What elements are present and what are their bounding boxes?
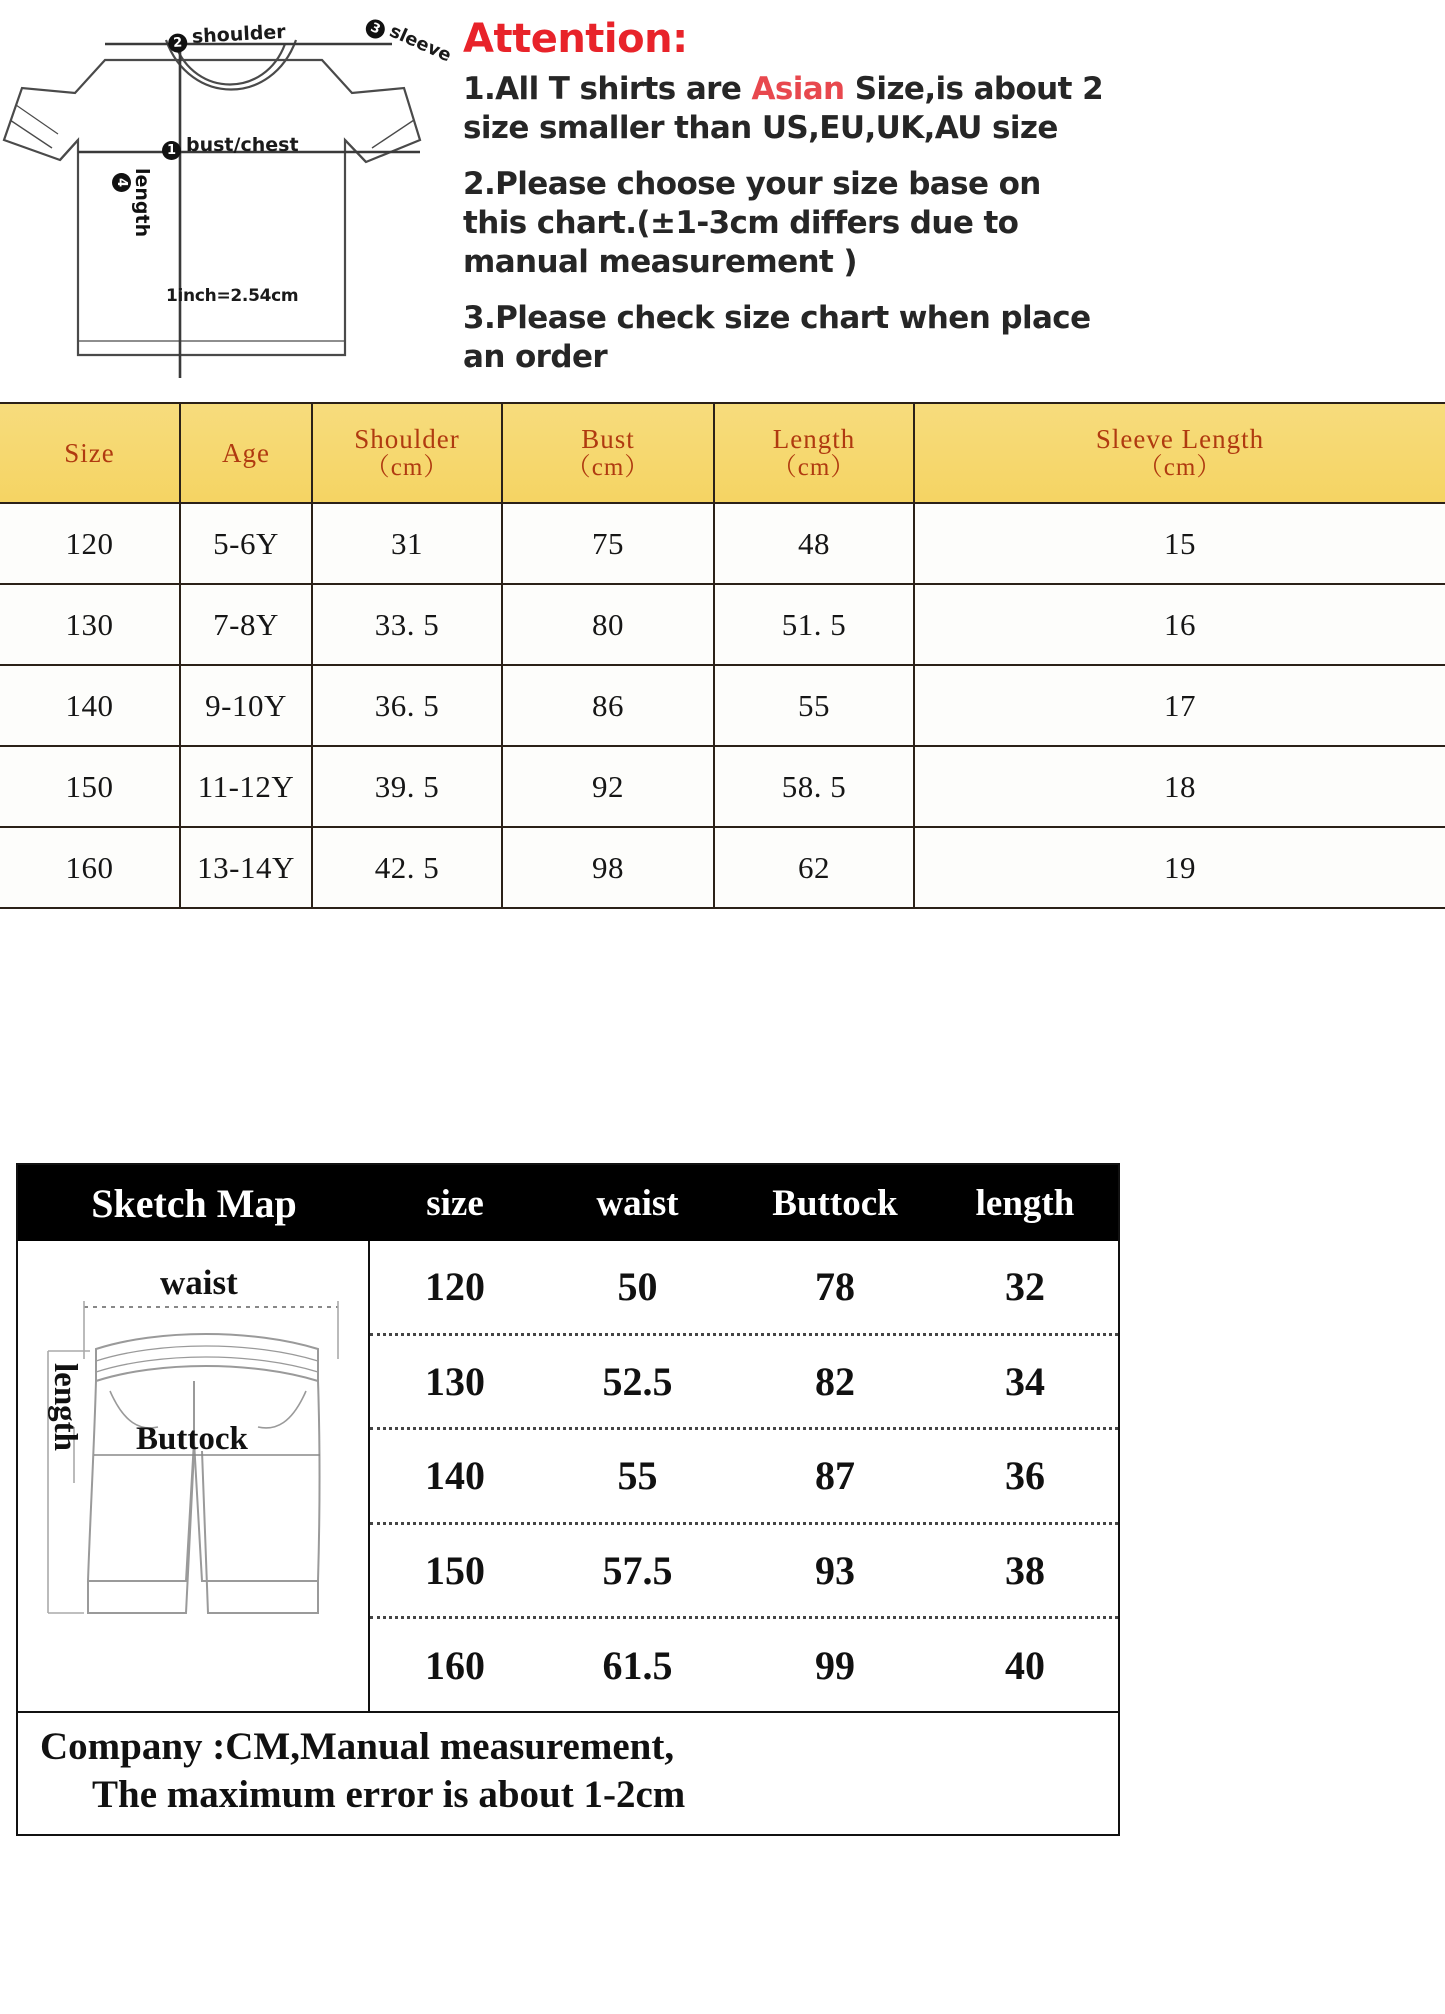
attention-1-line-2: size smaller than US,EU,UK,AU size	[463, 110, 1058, 147]
company-note-line-1: Company :CM,Manual measurement,	[40, 1725, 675, 1768]
cell-buttock: 82	[815, 1358, 855, 1404]
label-buttock: Buttock	[136, 1421, 248, 1457]
col-header-size	[0, 403, 180, 503]
list-item	[370, 1430, 1118, 1525]
shorts-table-header-row	[18, 1165, 1118, 1241]
list-item	[370, 1336, 1118, 1431]
cell-size: 120	[0, 503, 180, 584]
marker-3-icon: 3	[363, 16, 388, 41]
cell-length: 62	[714, 827, 914, 908]
cell-shoulder: 31	[312, 503, 502, 584]
attention-title: Attention:	[463, 16, 688, 62]
cell-waist: 55	[617, 1453, 658, 1499]
cell-bust: 75	[502, 503, 714, 584]
cell-waist: 61.5	[602, 1642, 673, 1688]
marker-1-icon: 1	[162, 141, 181, 160]
attention-item-1	[463, 70, 1445, 148]
cell-waist: 50	[617, 1264, 658, 1310]
cell-size: 150	[0, 746, 180, 827]
shorts-diagram	[18, 1241, 370, 1711]
table-header-row	[0, 403, 1445, 503]
list-item	[370, 1525, 1118, 1620]
table-row	[0, 503, 1445, 584]
label-length	[112, 168, 153, 237]
cell-sleeve: 17	[914, 665, 1445, 746]
attention-item-3	[463, 299, 1445, 377]
col-header-shoulder	[312, 403, 502, 503]
length-text: length	[131, 168, 153, 238]
cell-buttock: 87	[815, 1453, 855, 1499]
tshirt-illustration	[0, 0, 460, 400]
cell-size: 140	[425, 1453, 485, 1499]
attention-2-line-3: manual measurement )	[463, 244, 857, 281]
label-bust-chest	[162, 134, 299, 160]
company-note-line-2: The maximum error is about 1-2cm	[92, 1772, 686, 1816]
cell-bust: 92	[502, 746, 714, 827]
attention-3-line-2: an order	[463, 339, 608, 376]
marker-2-icon: 2	[168, 33, 188, 53]
col-header-shoulder-label: Shoulder	[354, 423, 460, 454]
col-header-shorts-size: size	[426, 1182, 484, 1224]
cell-size: 160	[0, 827, 180, 908]
cell-size: 130	[425, 1358, 485, 1404]
cell-size: 160	[425, 1642, 485, 1688]
cell-waist: 52.5	[602, 1358, 673, 1404]
cell-bust: 86	[502, 665, 714, 746]
cell-sleeve: 18	[914, 746, 1445, 827]
cell-length: 58. 5	[714, 746, 914, 827]
cell-bust: 80	[502, 584, 714, 665]
table-row	[0, 746, 1445, 827]
cell-shoulder: 42. 5	[312, 827, 502, 908]
cell-sleeve: 16	[914, 584, 1445, 665]
attention-2-line-2: this chart.(±1-3cm differs due to	[463, 205, 1019, 242]
cell-bust: 98	[502, 827, 714, 908]
attention-1-part-a: 1.All T shirts are	[463, 71, 752, 107]
col-header-bust-label: Bust	[581, 423, 635, 454]
table-row	[0, 827, 1445, 908]
cell-sleeve: 15	[914, 503, 1445, 584]
cell-waist: 57.5	[602, 1548, 673, 1594]
col-header-length	[714, 403, 914, 503]
col-header-shoulder-unit: （cm）	[364, 454, 450, 482]
cell-shoulder: 33. 5	[312, 584, 502, 665]
col-header-bust	[502, 403, 714, 503]
cell-buttock: 78	[815, 1264, 855, 1310]
table-row	[0, 584, 1445, 665]
attention-2-line-1: 2.Please choose your size base on	[463, 166, 1041, 203]
cell-length: 55	[714, 665, 914, 746]
sketch-map-title: Sketch Map	[91, 1180, 297, 1226]
cell-length: 32	[1005, 1264, 1045, 1310]
col-header-size-label: Size	[64, 437, 115, 468]
tshirt-size-table	[0, 402, 1445, 909]
col-header-sleeve-unit: （cm）	[1137, 454, 1223, 482]
col-header-length-unit: （cm）	[771, 454, 857, 482]
col-header-length-label: Length	[772, 423, 856, 454]
col-header-age-label: Age	[222, 437, 270, 468]
col-header-sleeve-length	[914, 403, 1445, 503]
col-header-buttock: Buttock	[772, 1182, 898, 1224]
attention-asian-highlight: Asian	[751, 71, 845, 107]
company-note	[18, 1711, 1118, 1834]
cell-age: 13-14Y	[180, 827, 312, 908]
attention-3-line-1: 3.Please check size chart when place	[463, 300, 1091, 337]
label-waist: waist	[160, 1263, 238, 1302]
cell-length: 40	[1005, 1642, 1045, 1688]
shorts-illustration	[18, 1241, 370, 1711]
attention-item-2	[463, 165, 1445, 282]
cell-age: 11-12Y	[180, 746, 312, 827]
shorts-size-rows	[370, 1241, 1118, 1711]
shorts-size-panel	[16, 1163, 1120, 1836]
cell-length: 51. 5	[714, 584, 914, 665]
cell-length: 38	[1005, 1548, 1045, 1594]
cell-size: 120	[425, 1264, 485, 1310]
shoulder-text: shoulder	[191, 20, 287, 48]
col-header-waist: waist	[596, 1182, 679, 1224]
cell-size: 140	[0, 665, 180, 746]
cell-sleeve: 19	[914, 827, 1445, 908]
cell-length: 48	[714, 503, 914, 584]
col-header-sleeve-label: Sleeve Length	[1095, 423, 1265, 454]
marker-4-icon: 4	[112, 173, 131, 192]
cell-buttock: 99	[815, 1642, 855, 1688]
cell-shoulder: 36. 5	[312, 665, 502, 746]
attention-block	[463, 18, 1445, 394]
list-item	[370, 1241, 1118, 1336]
cell-age: 7-8Y	[180, 584, 312, 665]
inch-conversion-note: 1inch=2.54cm	[166, 286, 299, 306]
col-header-bust-unit: （cm）	[565, 454, 651, 482]
cell-size: 150	[425, 1548, 485, 1594]
bust-text: bust/chest	[186, 134, 299, 156]
col-header-age	[180, 403, 312, 503]
cell-length: 34	[1005, 1358, 1045, 1404]
col-header-shorts-length: length	[975, 1182, 1075, 1224]
cell-age: 9-10Y	[180, 665, 312, 746]
list-item	[370, 1619, 1118, 1711]
cell-age: 5-6Y	[180, 503, 312, 584]
label-shorts-length: length	[47, 1363, 83, 1452]
cell-shoulder: 39. 5	[312, 746, 502, 827]
cell-size: 130	[0, 584, 180, 665]
sleeve-text: sleeve	[386, 20, 455, 67]
attention-1-part-b: Size,is about 2	[844, 71, 1104, 107]
cell-length: 36	[1005, 1453, 1045, 1499]
shorts-table-body	[18, 1241, 1118, 1711]
cell-buttock: 93	[815, 1548, 855, 1594]
table-row	[0, 665, 1445, 746]
